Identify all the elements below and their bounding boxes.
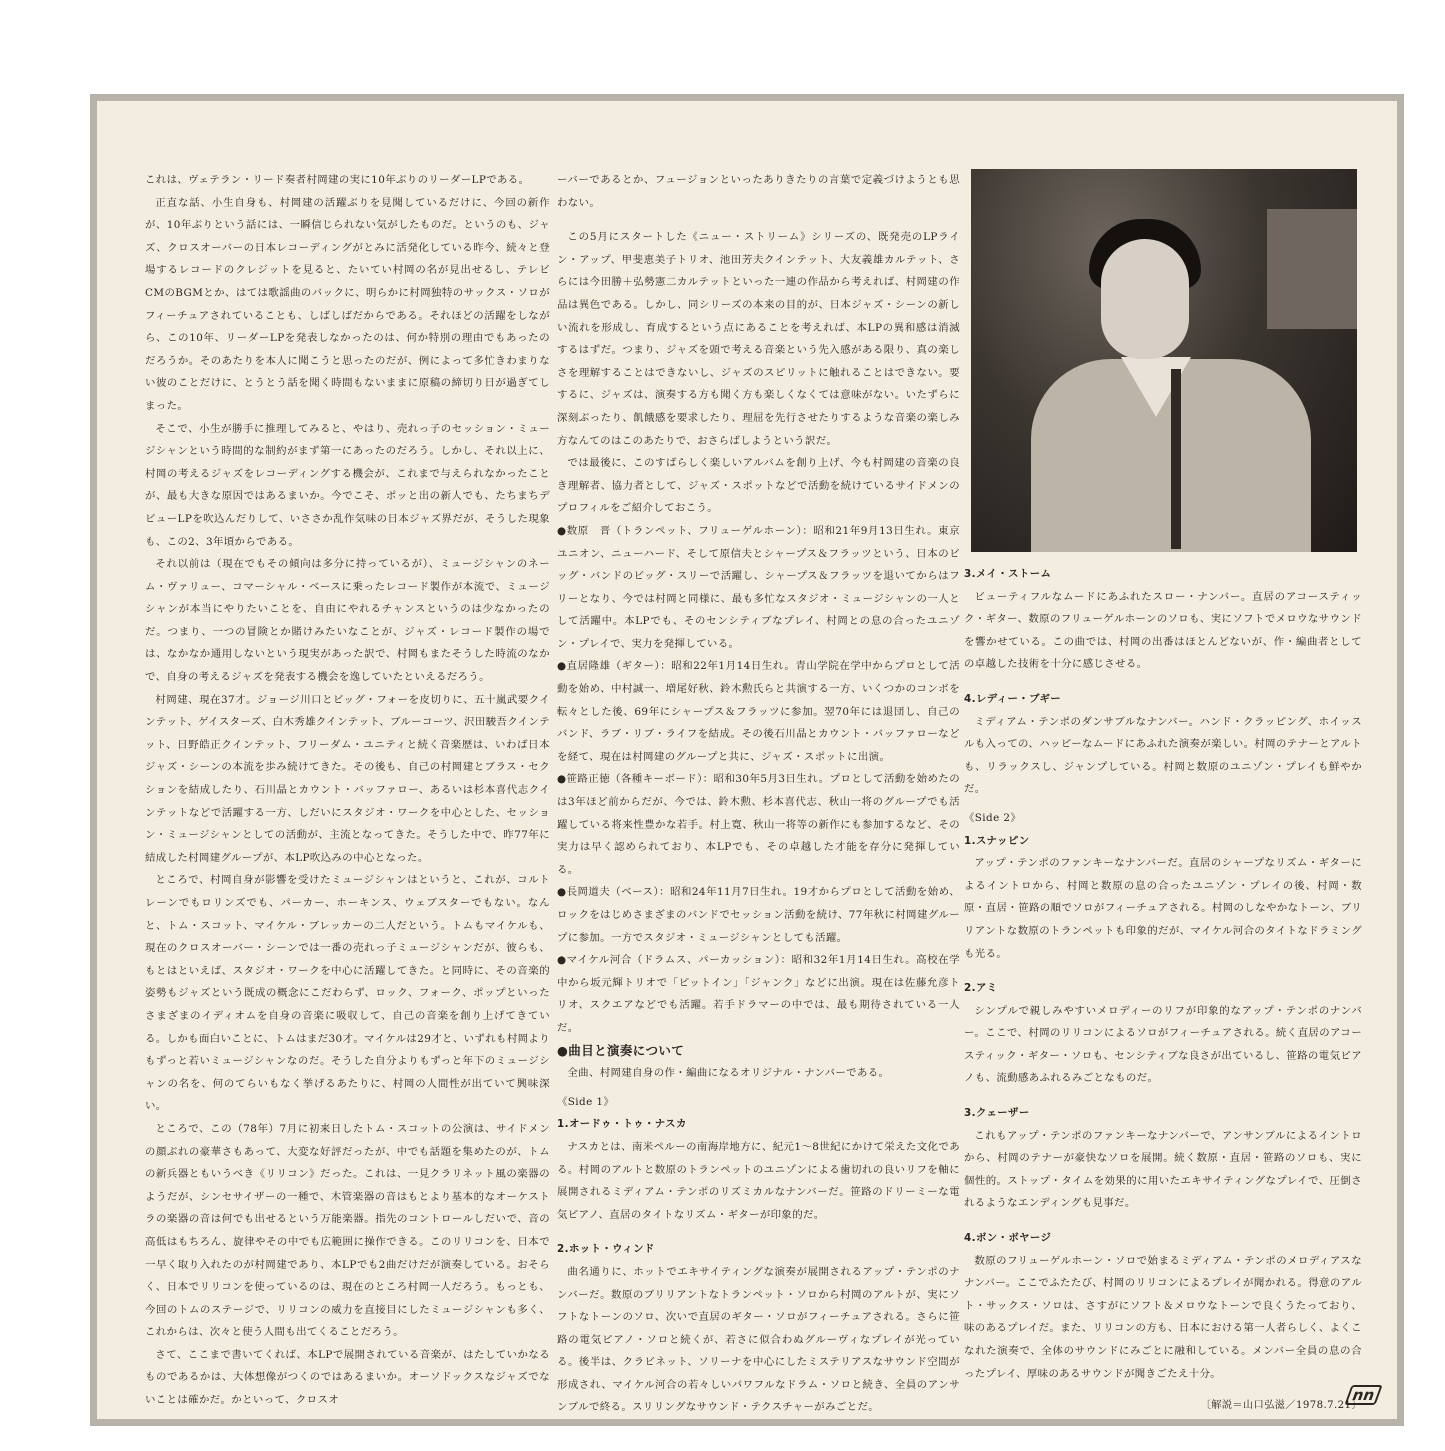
side-1-label: 《Side 1》	[557, 1095, 615, 1108]
paragraph: そこで、小生が勝手に推理してみると、やはり、売れっ子のセッション・ミュージシャンという時間的な制約がまず第一にあったのだろう。しかし、それ以上に、村岡の考えるジャズをレコーディングする機会が、これまで与えられなかったことが、最も大きな原因ではあるまいか。今でこそ、ポッと出の新人でも、たちまちデビューLPを吹込んだりして、いささか乱作気味の日本ジャズ界だが、そうした現象も、この2、3年頃からである。	[145, 422, 550, 548]
sideman-profile: ●直居隆雄（ギター）：昭和22年1月14日生れ。青山学院在学中からプロとして活動を始め、中村誠一、増尾好秋、鈴木勲氏らと共演する一方、いくつかのコンボを転々とした後、69年にシャープス＆フラッツに参加。翌70年には退団し、自己のバンド、ラブ・リブ・ライフを結成。その後石川晶とカウント・バッファローなどを経て、現在は村岡建のグループと共に、ジャズ・スポットに出演。	[557, 660, 960, 763]
section-intro: 全曲、村岡建自身の作・編曲になるオリジナル・ナンバーである。	[567, 1067, 890, 1080]
column-3	[964, 563, 1362, 1418]
paragraph: 正直な話、小生自身も、村岡建の活躍ぶりを見聞しているだけに、今回の新作が、10年ぶりという話には、一瞬信じられない気がしたものだ。というのも、ジャズ、クロスオーバーの日本レコーディングがとみに活発化している昨今、続々と登場するレコードのクレジットを見ると、たいてい村岡の名が見出せるし、テレビCMのBGMとか、はては歌謡曲のバックに、明らかに村岡独特のサックス・ソロがフィーチュアされていることも、しばしばだからである。それほどの活躍をしながら、この10年、リーダーLPを発表しなかったのは、何か特別の理由でもあったのだろうか。そのあたりを本人に聞こうと思ったのだが、例によって多忙きわまりない彼のことだけに、とうとう話を聞く時間もないままに原稿の締切り日が過ぎてしまった。	[145, 196, 550, 412]
track-title: 3.メイ・ストーム	[964, 568, 1052, 580]
paragraph: この5月にスタートした《ニュー・ストリーム》シリーズの、既発売のLPライン・アップ、甲斐恵美子トリオ、池田芳夫クインテット、大友義雄カルテット、さらには今田勝＋弘勢憲二カルテットといった一連の作品から考えれば、村岡建の作品は異色である。しかし、同シリーズの本来の目的が、日本ジャズ・シーンの新しい流れを形成し、育成するという点にあることを考えれば、本LPの異和感は消滅するはずだ。つまり、ジャズを頭で考える音楽という先入感がある限り、真の楽しさを理解することはできないし、ジャズのスピリットに触れることはできない。要するに、ジャズは、演奏する方も聞く方も楽しくなくては意味がない。いたずらに深刻ぶったり、飢餓感を要求したり、理屈を先行させたりするような音楽の楽しみ方なんてのはこのあたりで、おさらばしようという訳だ。	[557, 231, 960, 447]
paragraph: 村岡建、現在37才。ジョージ川口とビッグ・フォーを皮切りに、五十嵐武要クインテット、ゲイスターズ、白木秀雄クインテット、ブルーコーツ、沢田駿吾クインテット、日野皓正クインテット、フリーダム・ユニティと続く音楽歴は、いわば日本ジャズ・シーンの本流を歩み続けてきた。その後も、自己の村岡建とブラス・セクションを結成したり、石川晶とカウント・バッファロー、あるいは杉本喜代志クインテットなどで活躍する一方、しだいにスタジオ・ワークを中心とした、セッション・ミュージシャンとしての活動が、主流となってきた。そうした中で、昨77年に結成した村岡建グループが、本LP吹込みの中心となった。	[145, 693, 550, 864]
track-title: 1.オードゥ・トゥ・ナスカ	[557, 1118, 687, 1131]
paragraph: ところで、村岡自身が影響を受けたミュージシャンはというと、これが、コルトレーンでもロリンズでも、パーカー、ホーキンス、ウェブスターでもない。なんと、トム・スコット、マイケル・ブレッカーの二人だという。トムもマイケルも、現在のクロスオーバー・シーンでは一番の売れっ子ミュージシャンだが、彼らも、もとはといえば、スタジオ・ワークを中心に活躍してきた。と同時に、その音楽的姿勢もジャズという既成の概念にこだわらず、ロック、フォーク、ポップといったさまざまのイディオムを自身の音楽に吸収して、自己の音楽を創り上げてきている。しかも面白いことに、トムはまだ30才。マイケルは29才と、いずれも村岡よりもずっと若いミュージシャンなのだ。そうした自分よりもずっと年下のミュージシャンの名を、何のてらいもなく挙げるあたりに、村岡の人間性が出ていて興味深い。	[145, 874, 550, 1113]
track-description: ビューティフルなムードにあふれたスロー・ナンバー。直居のアコースティック・ギター、数原のフリューゲルホーンのソロも、実にソフトでメロウなサウンドを響かせている。この曲では、村岡の出番はほとんどないが、作・編曲者としての卓越した技術を十分に感じさせる。	[964, 590, 1362, 671]
artist-photo	[971, 169, 1357, 552]
track-description: 数原のフリューゲルホーン・ソロで始まるミディアム・テンポのメロディアスなナンバー。ここでふたたび、村岡のリリコンによるプレイが聞かれる。得意のアルト・サックス・ソロは、さすがにソフト＆メロウなトーンで良くうたっており、味のあるプレイだ。また、リリコンの方も、日本における第一人者らしく、よくこなれた演奏で、全体のサウンドにみごとに融和している。メンバー全員の息の合ったプレイ、厚味のあるサウンドが聞きごたえ十分。	[964, 1254, 1362, 1380]
track-title: 1.スナッピン	[964, 834, 1030, 847]
track-title: 4.レディー・ブギー	[964, 692, 1062, 705]
column-2	[557, 169, 960, 1419]
track-title: 4.ボン・ボヤージ	[964, 1232, 1052, 1245]
track-description: 曲名通りに、ホットでエキサイティングな演奏が展開されるアップ・テンポのナンバーだ。数原のブリリアントなトランペット・ソロから村岡のアルトが、実にソフトなトーンのソロ、次いで直居のギター・ソロがフィーチュアされる。さらに笹路の電気ピアノ・ソロと続くが、若さに似合わぬグルーヴィなプレイが光っている。後半は、クラビネット、ソリーナを中心にしたミステリアスなサウンド空間が形成され、マイケル河合の若々しいパワフルなドラム・ソロと続き、全員のアンサンブルで終る。スリリングなサウンド・テクスチャーがみごとだ。	[557, 1265, 960, 1414]
paragraph: これは、ヴェテラン・リード奏者村岡建の実に10年ぶりのリーダーLPである。	[145, 174, 530, 186]
paragraph: ところで、この（78年）7月に初来日したトム・スコットの公演は、サイドメンの顔ぶれの豪華さもあって、大変な好評だったが、中でも話題を集めたのが、トムの新兵器ともいうべき《リリコン》だった。これは、一見クラリネット風の楽器のようだが、シンセサイザーの一種で、木管楽器の音はもとより基本的なオーケストラの楽器の音は何でも出せるという万能楽器。指先のコントロールしだいで、音の高低はもちろん、旋律やその中でも広範囲に操作できる。このリリコンを、日本で一早く取り入れたのが村岡建であり、本LPでも2曲だけだが演奏している。おそらく、日本でリリコンを使っているのは、現在のところ村岡一人だろう。もっとも、今回のトムのステージで、リリコンの威力を直接目にしたミュージシャンも多く、これからは、次々と使う人間も出てくることだろう。	[145, 1122, 550, 1339]
track-description: アップ・テンポのファンキーなナンバーだ。直居のシャープなリズム・ギターによるイントロから、村岡と数原の息の合ったユニゾン・プレイの後、村岡・数原・直居・笹路の順でソロがフィーチュアされる。村岡のしなやかなトーン、ブリリアントな数原のトランペットも印象的だが、マイケル河合のタイトなドラミングも光る。	[964, 857, 1362, 960]
sideman-profile: ●数原 晋（トランペット、フリューゲルホーン）：昭和21年9月13日生れ。東京ユニオン、ニューハード、そして原信夫とシャープス＆フラッツという、日本のビッグ・バンドのビッグ・スリーで活躍し、シャープス＆フラッツを退いてからはフリーとなり、今では村岡と同様に、最も多忙なスタジオ・ミュージシャンの一人として活躍中。本LPでも、そのセンシティブなプレイ、村岡との息の合ったユニゾン・プレイで、実力を発揮している。	[557, 524, 960, 650]
liner-notes-sheet	[90, 94, 1404, 1426]
paragraph: ーバーであるとか、フュージョンといったありきたりの言葉で定義づけようとも思わない。	[557, 174, 960, 209]
track-description: ナスカとは、南米ペルーの南海岸地方に、紀元1～8世紀にかけて栄えた文化である。村岡のアルトと数原のトランペットのユニゾンによる歯切れの良いリフを軸に展開されるミディアム・テンポのリズミカルなナンバーだ。笹路のドリーミーな電気ピアノ、直居のタイトなリズム・ギターが印象的だ。	[557, 1140, 960, 1221]
paragraph: さて、ここまで書いてくれば、本LPで展開されている音楽が、はたしていかなるものであるかは、大体想像がつくのではあるまいか。オーソドックスなジャズでないことは確かだ。かといって、クロスオ	[145, 1348, 550, 1407]
track-description: ミディアム・テンポのダンサブルなナンバー。ハンド・クラッピング、ホイッスルも入っての、ハッピーなムードにあふれた演奏が楽しい。村岡のテナーとアルトも、リラックスし、ジャンプしている。村岡と数原のユニゾン・プレイも鮮やかだ。	[964, 715, 1362, 796]
paragraph: それ以前は（現在でもその傾向は多分に持っているが）、ミュージシャンのネーム・ヴァリュー、コマーシャル・ベースに乗ったレコード製作が本流で、ミュージシャンが本当にやりたいことを、自由にやれるチャンスというのは少なかったのだ。つまり、一つの冒険とか賭けみたいなことが、ジャズ・レコード製作の場では、なかなか通用しないという現実があった訳で、村岡もまたそうした時流のなかで、自身の考えるジャズを発表する機会を逸していたといえるだろう。	[145, 558, 550, 684]
column-1	[145, 169, 550, 1412]
label-logo: nn	[1344, 1385, 1383, 1405]
track-title: 2.アミ	[964, 982, 998, 995]
side-2-label: 《Side 2》	[964, 811, 1022, 824]
sideman-profile: ●マイケル河合（ドラムス、パーカッション）：昭和32年1月14日生れ。高校在学中から坂元輝トリオで「ピットイン」「ジャンク」などに出演。現在は佐藤允彦トリオ、スクエアなどでも活躍。若手ドラマーの中では、最も期待されている一人だ。	[557, 954, 960, 1034]
sideman-profile: ●長岡道夫（ベース）：昭和24年11月7日生れ。19才からプロとして活動を始め、ロックをはじめさまざまのバンドでセッション活動を続け、77年秋に村岡建グループに参加。一方でスタジオ・ミュージシャンとしても活躍。	[557, 886, 960, 944]
section-heading: ●曲目と演奏について	[557, 1042, 685, 1058]
track-title: 2.ホット・ウィンド	[557, 1243, 655, 1256]
track-title: 3.クェーザー	[964, 1107, 1030, 1120]
author-credit: 〔解説＝山口弘滋／1978.7.21〕	[1200, 1400, 1362, 1412]
paragraph: では最後に、このすばらしく楽しいアルバムを創り上げ、今も村岡建の音楽の良き理解者、協力者として、ジャズ・スポットなどで活動を続けているサイドメンのプロフィルをご紹介しておこう。	[557, 457, 960, 515]
sideman-profile: ●笹路正徳（各種キーボード）：昭和30年5月3日生れ。プロとして活動を始めたのは3年ほど前からだが、今では、鈴木勲、杉本喜代志、秋山一将のグループでも活躍している将来性豊かな若手。村上寛、秋山一将等の新作にも参加するなど、その実力は早く認められており、本LPでも、その卓越した才能を存分に発揮している。	[557, 773, 960, 876]
track-description: シンプルで親しみやすいメロディーのリフが印象的なアップ・テンポのナンバー。ここで、村岡のリリコンによるソロがフィーチュアされる。続く直居のアコースティック・ギター・ソロも、センシティブな良さが出ているし、笹路の電気ピアノも、流動感あふれるみごとなものだ。	[964, 1004, 1362, 1085]
track-description: これもアップ・テンポのファンキーなナンバーで、アンサンブルによるイントロから、村岡のテナーが豪快なソロを展開。続く数原・直居・笹路のソロも、実に個性的。ストップ・タイムを効果的に用いたエキサイティングなプレイで、圧倒されるようなエンディングも見事だ。	[964, 1129, 1362, 1210]
